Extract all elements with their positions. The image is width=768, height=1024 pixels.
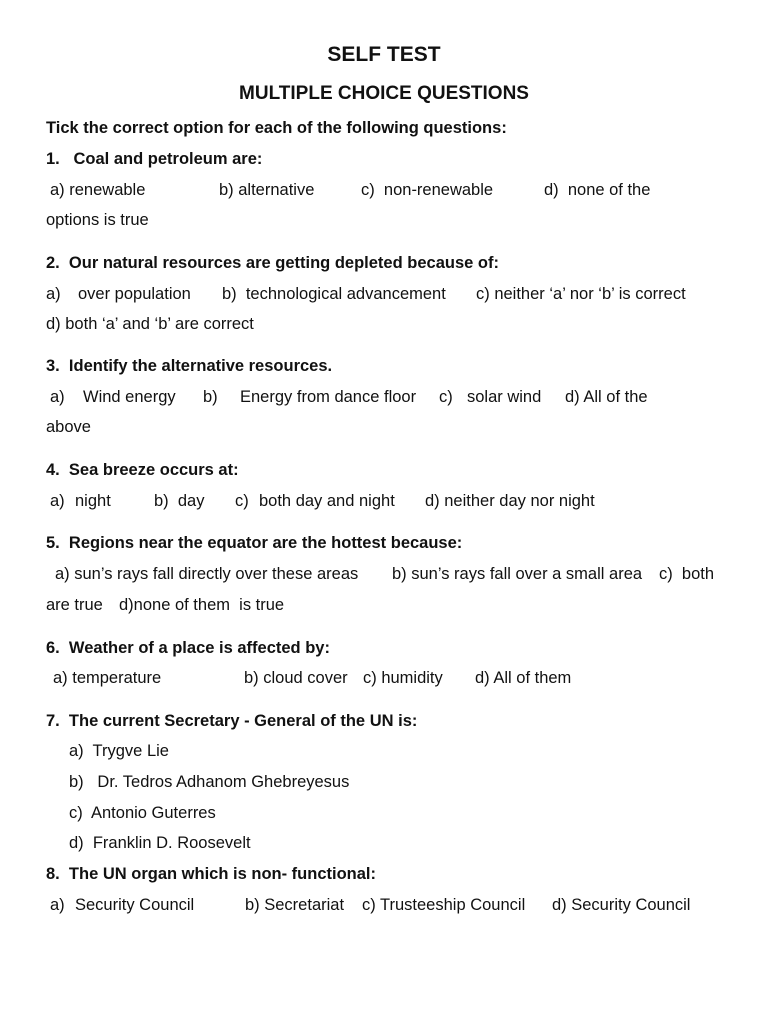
question-8-option-b: b) Secretariat [245, 896, 345, 914]
question-2-option-a-marker: a) [46, 285, 61, 303]
question-7-stem: 7. The current Secretary - General of the UN is: [46, 712, 418, 730]
question-2-option-b: b) technological advancement [222, 285, 446, 303]
question-4-option-c: both day and night [259, 492, 395, 510]
question-3-option-b-marker: b) [203, 388, 218, 406]
question-1-option-d: d) none of the [544, 181, 651, 199]
question-3-option-d-cont: above [46, 418, 91, 436]
question-6-option-d: d) All of them [475, 669, 572, 687]
question-4-option-b: b) day [154, 492, 205, 510]
question-6-stem: 6. Weather of a place is affected by: [46, 639, 330, 657]
question-7-option-a: a) Trygve Lie [69, 742, 169, 760]
instruction: Tick the correct option for each of the following questions: [46, 119, 507, 137]
question-5-option-a: a) sun’s rays fall directly over these areas [55, 565, 359, 583]
question-5-option-c-cont: are true [46, 596, 103, 614]
question-1-option-a: a) renewable [50, 181, 146, 199]
question-2-option-a: over population [78, 285, 191, 303]
question-4-option-a: night [75, 492, 111, 510]
question-1-option-d-cont: options is true [46, 211, 149, 229]
page-title: SELF TEST [327, 43, 441, 66]
question-4-option-a-marker: a) [50, 492, 65, 510]
question-1-option-b: b) alternative [219, 181, 315, 199]
question-8-option-c: c) Trusteeship Council [362, 896, 526, 914]
question-4-stem: 4. Sea breeze occurs at: [46, 461, 239, 479]
question-5-stem: 5. Regions near the equator are the hottest because: [46, 534, 463, 552]
question-3-option-a: Wind energy [83, 388, 176, 406]
question-3-option-b: Energy from dance floor [240, 388, 417, 406]
question-5-option-b: b) sun’s rays fall over a small area [392, 565, 643, 583]
page-subtitle: MULTIPLE CHOICE QUESTIONS [239, 83, 529, 104]
question-3-option-c-marker: c) [439, 388, 453, 406]
question-8-stem: 8. The UN organ which is non- functional: [46, 865, 376, 883]
question-5-option-d: d)none of them is true [119, 596, 285, 614]
question-2-option-c: c) neither ‘a’ nor ‘b’ is correct [476, 285, 686, 303]
question-1-option-c: c) non-renewable [361, 181, 494, 199]
question-7-option-d: d) Franklin D. Roosevelt [69, 834, 251, 852]
question-6-option-b: b) cloud cover [244, 669, 348, 687]
question-3-option-c: solar wind [467, 388, 542, 406]
question-2-option-d: d) both ‘a’ and ‘b’ are correct [46, 315, 254, 333]
question-1-stem: 1. Coal and petroleum are: [46, 150, 263, 168]
question-4-option-d: d) neither day nor night [425, 492, 595, 510]
question-3-stem: 3. Identify the alternative resources. [46, 357, 333, 375]
question-8-option-a-marker: a) [50, 896, 65, 914]
question-8-option-a: Security Council [75, 896, 195, 914]
question-8-option-d: d) Security Council [552, 896, 691, 914]
question-5-option-c: c) both [659, 565, 715, 583]
question-3-option-a-marker: a) [50, 388, 65, 406]
question-3-option-d: d) All of the [565, 388, 648, 406]
question-2-stem: 2. Our natural resources are getting depleted because of: [46, 254, 499, 272]
question-4-option-c-marker: c) [235, 492, 249, 510]
question-6-option-c: c) humidity [363, 669, 443, 687]
question-7-option-c: c) Antonio Guterres [69, 804, 216, 822]
question-6-option-a: a) temperature [53, 669, 162, 687]
question-7-option-b: b) Dr. Tedros Adhanom Ghebreyesus [69, 773, 350, 791]
